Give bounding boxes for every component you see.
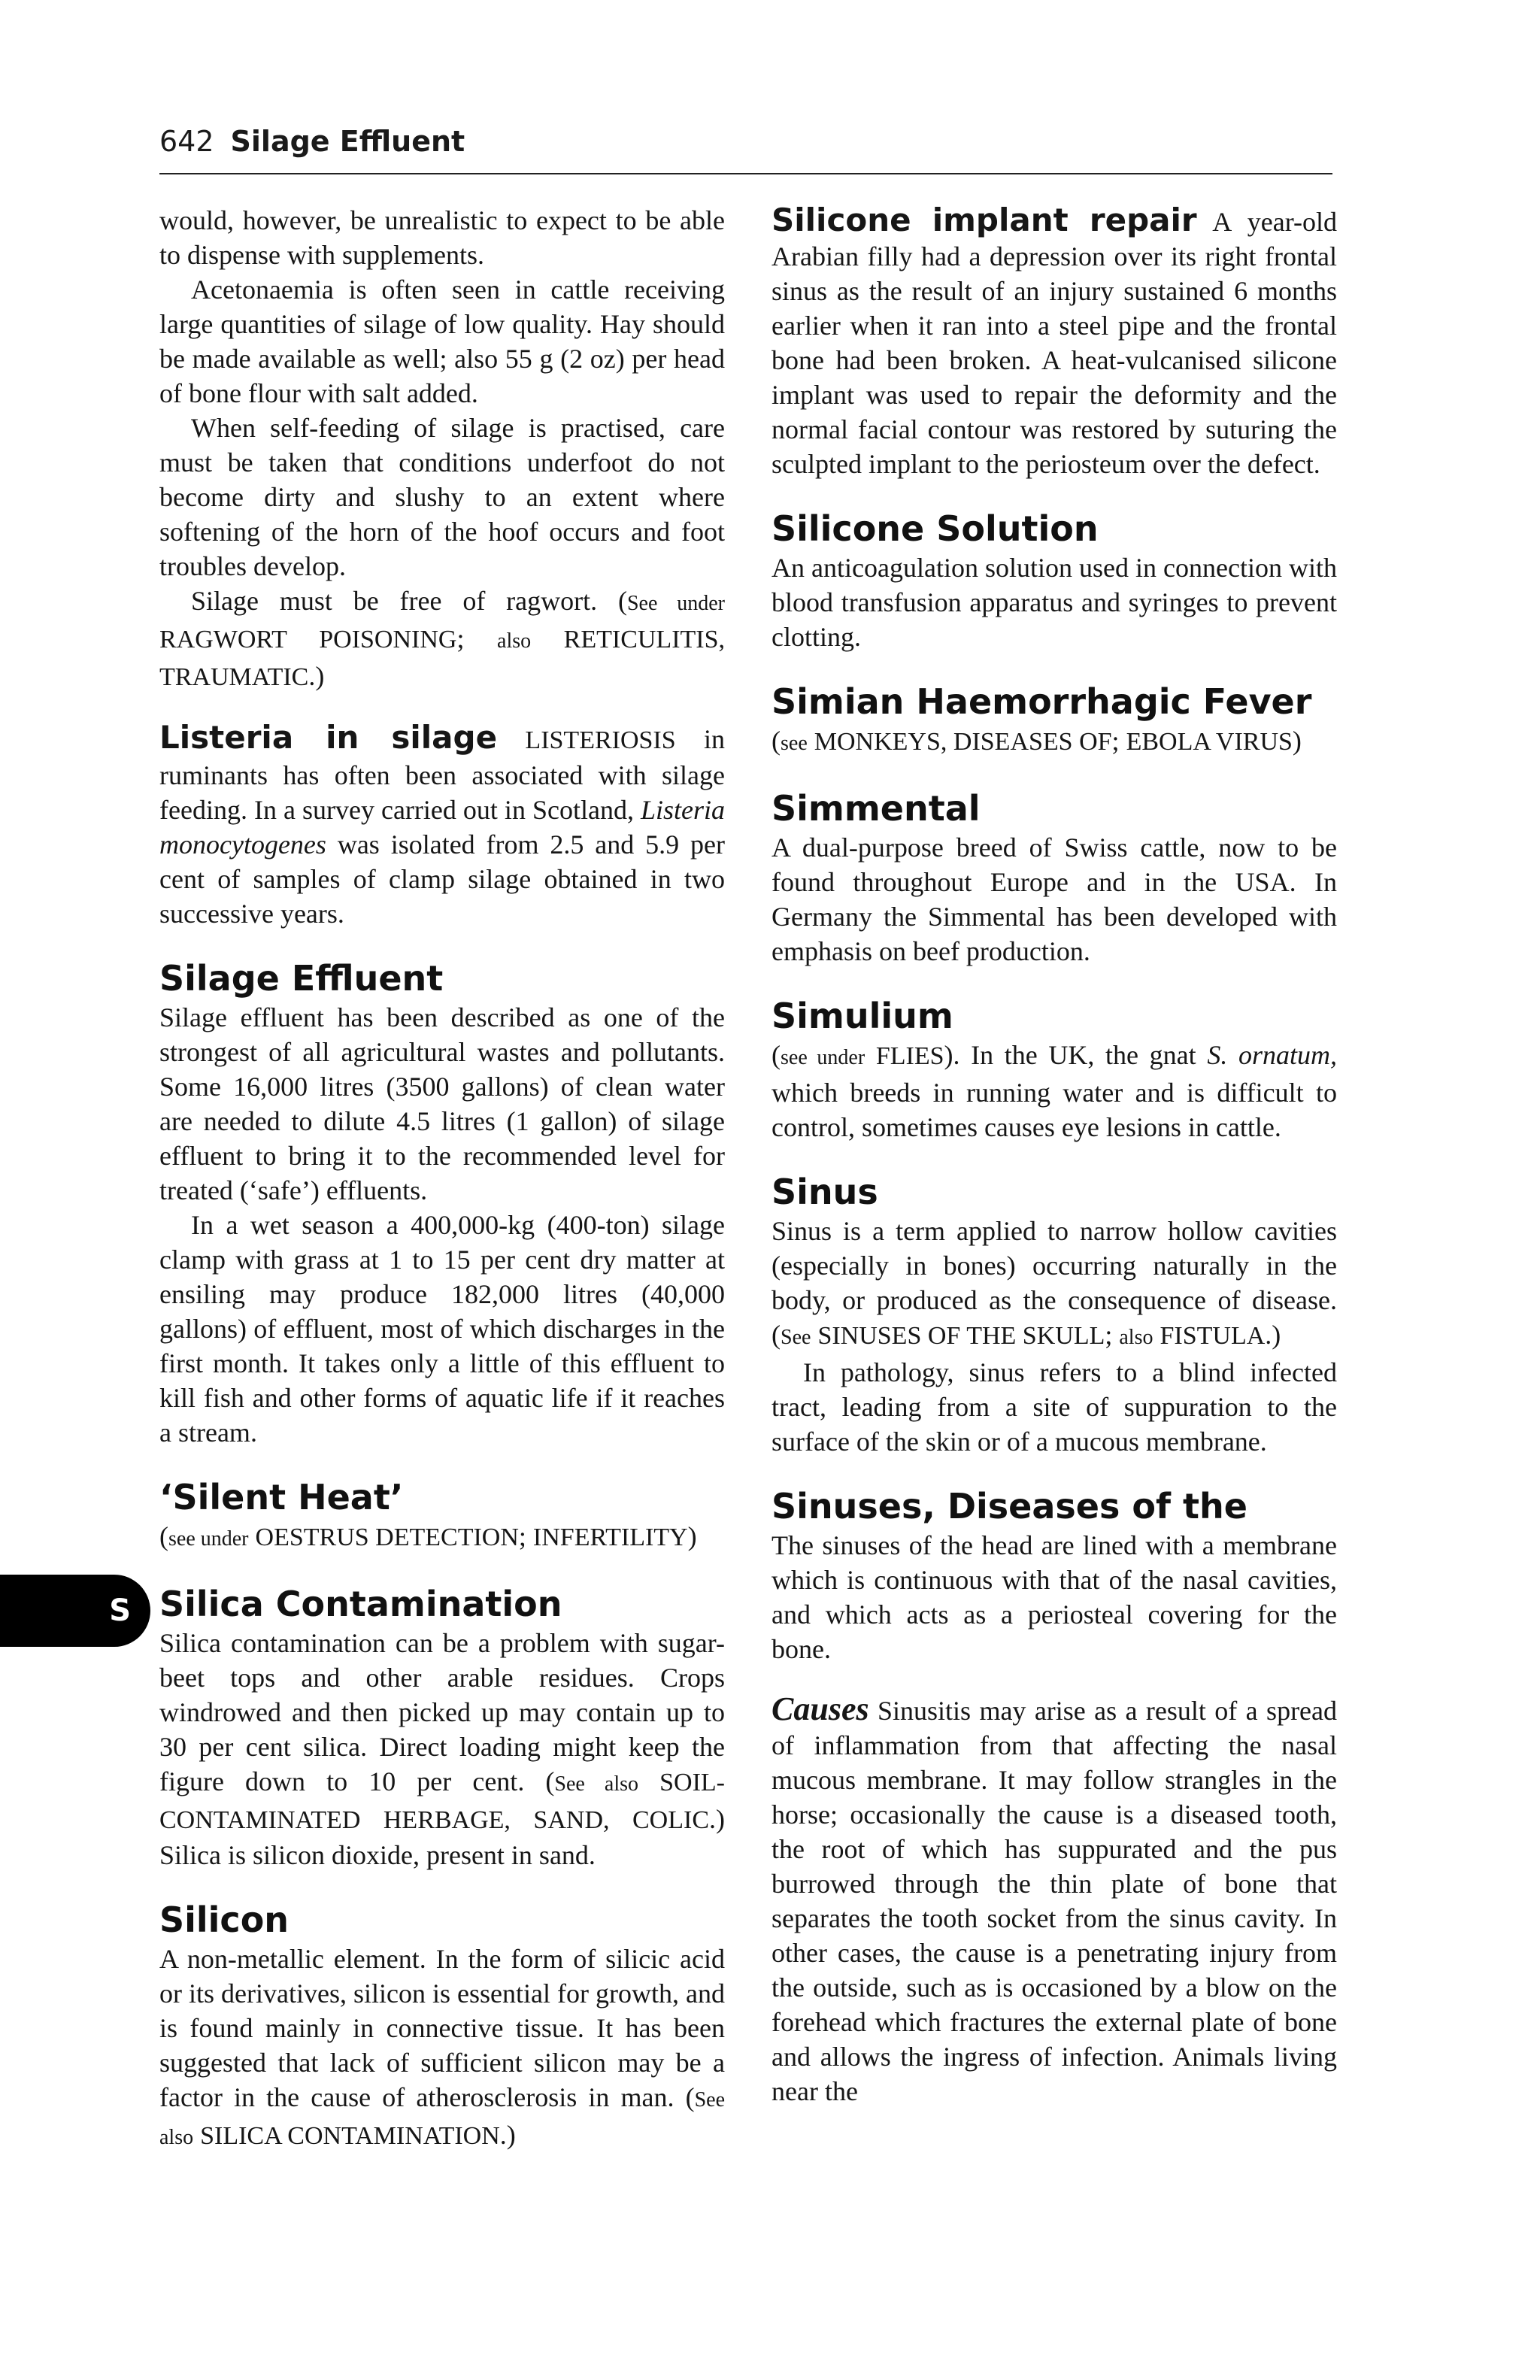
entry-heading-silage-effluent: Silage Effluent [159, 958, 444, 999]
cross-reference-link[interactable]: SOIL-CONTAMINATED HERBAGE, SAND, COLIC [159, 1769, 725, 1834]
simian-reference: (see MONKEYS, DISEASES OF; EBOLA VIRUS) [772, 726, 1302, 756]
cross-reference-link[interactable]: EBOLA VIRUS [1126, 728, 1293, 756]
entry-heading-silicone-solution: Silicone Solution [772, 508, 1099, 549]
cross-reference-link[interactable]: RETICULITIS, TRAUMATIC [159, 626, 726, 691]
silicone-implant-entry [772, 203, 1337, 481]
silicon-paragraph: A non-metallic element. In the form of silicic acid or its derivatives, silicon is essential for growth, and is found mainly in connective tissue. It has been suggested that lack of sufficient silicon may be a factor in the cause of atherosclerosis in man. (See also SILICA CONTAMINATION.) [159, 1944, 725, 2150]
entry-heading-silicon: Silicon [159, 1899, 290, 1940]
also-label: also [497, 629, 532, 653]
continued-paragraph: would, however, be unrealistic to expect to be able to dispense with supplements. [159, 205, 725, 270]
see-label: See [781, 1326, 811, 1349]
cross-reference-link[interactable]: OESTRUS DETECTION [255, 1524, 519, 1551]
sinus-paragraph-1: Sinus is a term applied to narrow hollow cavities (especially in bones) occurring naturally in the body, or produced as the consequence of disease. (See SINUSES OF THE SKULL; also FISTULA.) [772, 1216, 1337, 1350]
simulium-text-b: which breeds in running water and is difficult to control, sometimes causes eye lesions in cattle. [772, 1078, 1337, 1142]
cross-reference-link[interactable]: RAGWORT POISONING [159, 626, 457, 653]
simulium-text-a: In the UK, the gnat [971, 1040, 1196, 1070]
sinuses-paragraph: The sinuses of the head are lined with a membrane which is continuous with that of the nasal cavities, and which acts as a periosteal covering for the bone. [772, 1530, 1337, 1664]
entry-heading-simmental: Simmental [772, 788, 981, 829]
see-under-label: See under [626, 592, 726, 615]
see-also-label: See also [554, 1772, 639, 1796]
listeria-entry [159, 720, 725, 931]
causes-subheading: Causes [772, 1690, 869, 1727]
cross-reference-link[interactable]: LISTERIOSIS [525, 726, 676, 754]
cross-reference-link[interactable]: INFERTILITY [532, 1524, 688, 1551]
listeria-text-a: in ruminants has often been associated with silage feeding. In a survey carried out in Scotland, [159, 724, 726, 825]
entry-heading-sinuses-diseases: Sinuses, Diseases of the [772, 1486, 1247, 1527]
causes-text: Sinusitis may arise as a result of a spread of inflammation from that affecting the nasal mucous membrane. It may follow strangles in the horse; occasionally the cause is a diseased tooth, the root of which has suppurated and the pus burrowed through the thin plate of bone that separates the tooth socket from the sinus cavity. In other cases, the cause is a penetrating injury from the outside, such as is occasioned by a blow on the forehead which fractures the external plate of bone and allows the ingress of infection. Animals living near the [772, 1696, 1338, 2106]
species-name: Listeria monocytogenes [159, 795, 726, 860]
running-title: Silage Effluent [230, 125, 465, 158]
see-also-label: See also [159, 2088, 725, 2149]
listeria-text-b: was isolated from 2.5 and 5.9 per cent of samples of clamp silage obtained in two successive years. [159, 829, 726, 929]
simmental-paragraph: A dual-purpose breed of Swiss cattle, now to be found throughout Europe and in the USA. In Germany the Simmental has been developed with emphasis on beef production. [772, 832, 1337, 966]
causes-paragraph [772, 1692, 1337, 2109]
effluent-paragraph-1: Silage effluent has been described as one of the strongest of all agricultural wastes and pollutants. Some 16,000 litres (3500 gallons) of clean water are needed to dilute 4.5 litres (1 gallon) of silage effluent to bring it to the recommended level for treated (‘safe’) effluents. [159, 1002, 725, 1205]
silent-heat-reference: (see under OESTRUS DETECTION; INFERTILITY) [159, 1521, 697, 1551]
entry-heading-silicone-implant: Silicone implant repair [772, 202, 1197, 238]
cross-reference-link[interactable]: SINUSES OF THE SKULL [817, 1322, 1105, 1350]
self-feeding-paragraph: When self-feeding of silage is practised, care must be taken that conditions underfoot do not become dirty and slushy to an extent where softening of the horn of the hoof occurs and foot troubles develop. [159, 413, 725, 581]
ragwort-text: Silage must be free of ragwort. ( [191, 586, 627, 616]
entry-heading-listeria: Listeria in silage [159, 719, 498, 756]
entry-heading-simian-fever: Simian Haemorrhagic Fever [772, 681, 1312, 722]
also-label: also [1119, 1326, 1153, 1349]
implant-text: A year-old Arabian filly had a depression over its right frontal sinus as the result of an injury sustained 6 months earlier when it ran into a steel pipe and the frontal bone had been broken. A heat-vulcanised silicone implant was used to repair the deformity and the normal facial contour was restored by suturing the sculpted implant to the periosteum over the defect. [772, 207, 1337, 479]
right-column [772, 203, 1337, 2109]
see-label: see [781, 732, 808, 755]
acetonaemia-paragraph: Acetonaemia is often seen in cattle receiving large quantities of silage of low quality. Hay should be made available as well; also 55 g (2 oz) per head of bone flour with salt added. [159, 274, 725, 408]
silica-tail-text: Silica is silicon dioxide, present in sand. [159, 1840, 596, 1870]
entry-heading-silent-heat: ‘Silent Heat’ [159, 1477, 404, 1517]
cross-reference-link[interactable]: FISTULA [1160, 1322, 1266, 1350]
silica-text: Silica contamination can be a problem with sugar-beet tops and other arable residues. Crops windrowed and then picked up may contain up to 30 per cent silica. Direct loading might keep the figure down to 10 per cent. [159, 1628, 725, 1796]
sinus-text: Sinus is a term applied to narrow hollow cavities (especially in bones) occurring naturally in the body, or produced as the consequence of disease. [772, 1216, 1337, 1315]
species-name: S. ornatum, [1207, 1040, 1337, 1070]
see-under-label: see under [168, 1527, 249, 1551]
running-head [159, 125, 1332, 158]
effluent-paragraph-2: In a wet season a 400,000-kg (400-ton) silage clamp with grass at 1 to 15 per cent dry matter at ensiling may produce 182,000 litres (40,000 gallons) of effluent, most of which discharges in the first month. It takes only a little of this effluent to kill fish and other forms of aquatic life if it reaches a stream. [159, 1210, 725, 1448]
solution-paragraph: An anticoagulation solution used in connection with blood transfusion apparatus and syringes to prevent clotting. [772, 553, 1337, 652]
cross-reference-link[interactable]: FLIES [875, 1042, 944, 1070]
simulium-paragraph: (see under FLIES). In the UK, the gnat S. ornatum, which breeds in running water and is difficult to control, sometimes causes eye lesions in cattle. [772, 1040, 1337, 1142]
entry-heading-simulium: Simulium [772, 996, 953, 1036]
see-under-label: see under [781, 1046, 865, 1069]
cross-reference-link[interactable]: SILICA CONTAMINATION [200, 2122, 500, 2150]
header-rule [159, 173, 1332, 174]
ragwort-paragraph: Silage must be free of ragwort. (See under RAGWORT POISONING; also RETICULITIS, TRAUMATIC.) [159, 586, 726, 691]
silica-paragraph: Silica contamination can be a problem with sugar-beet tops and other arable residues. Crops windrowed and then picked up may contain up to 30 per cent silica. Direct loading might keep the figure down to 10 per cent. (See also SOIL-CONTAMINATED HERBAGE, SAND, COLIC.) Silica is silicon dioxide, present in sand. [159, 1628, 725, 1870]
section-tab-letter: S [109, 1593, 131, 1628]
cross-reference-link[interactable]: MONKEYS, DISEASES OF [814, 728, 1112, 756]
left-column [159, 203, 725, 2155]
sinus-paragraph-2: In pathology, sinus refers to a blind infected tract, leading from a site of suppuration to the surface of the skin or of a mucous membrane. [772, 1357, 1337, 1457]
entry-heading-silica-contamination: Silica Contamination [159, 1584, 562, 1624]
entry-heading-sinus: Sinus [772, 1172, 878, 1212]
silicon-text: A non-metallic element. In the form of silicic acid or its derivatives, silicon is essential for growth, and is found mainly in connective tissue. It has been suggested that lack of sufficient silicon may be a factor in the cause of atherosclerosis in man. [159, 1944, 725, 2112]
page-number: 642 [159, 125, 214, 158]
section-thumb-tab [0, 1575, 150, 1647]
